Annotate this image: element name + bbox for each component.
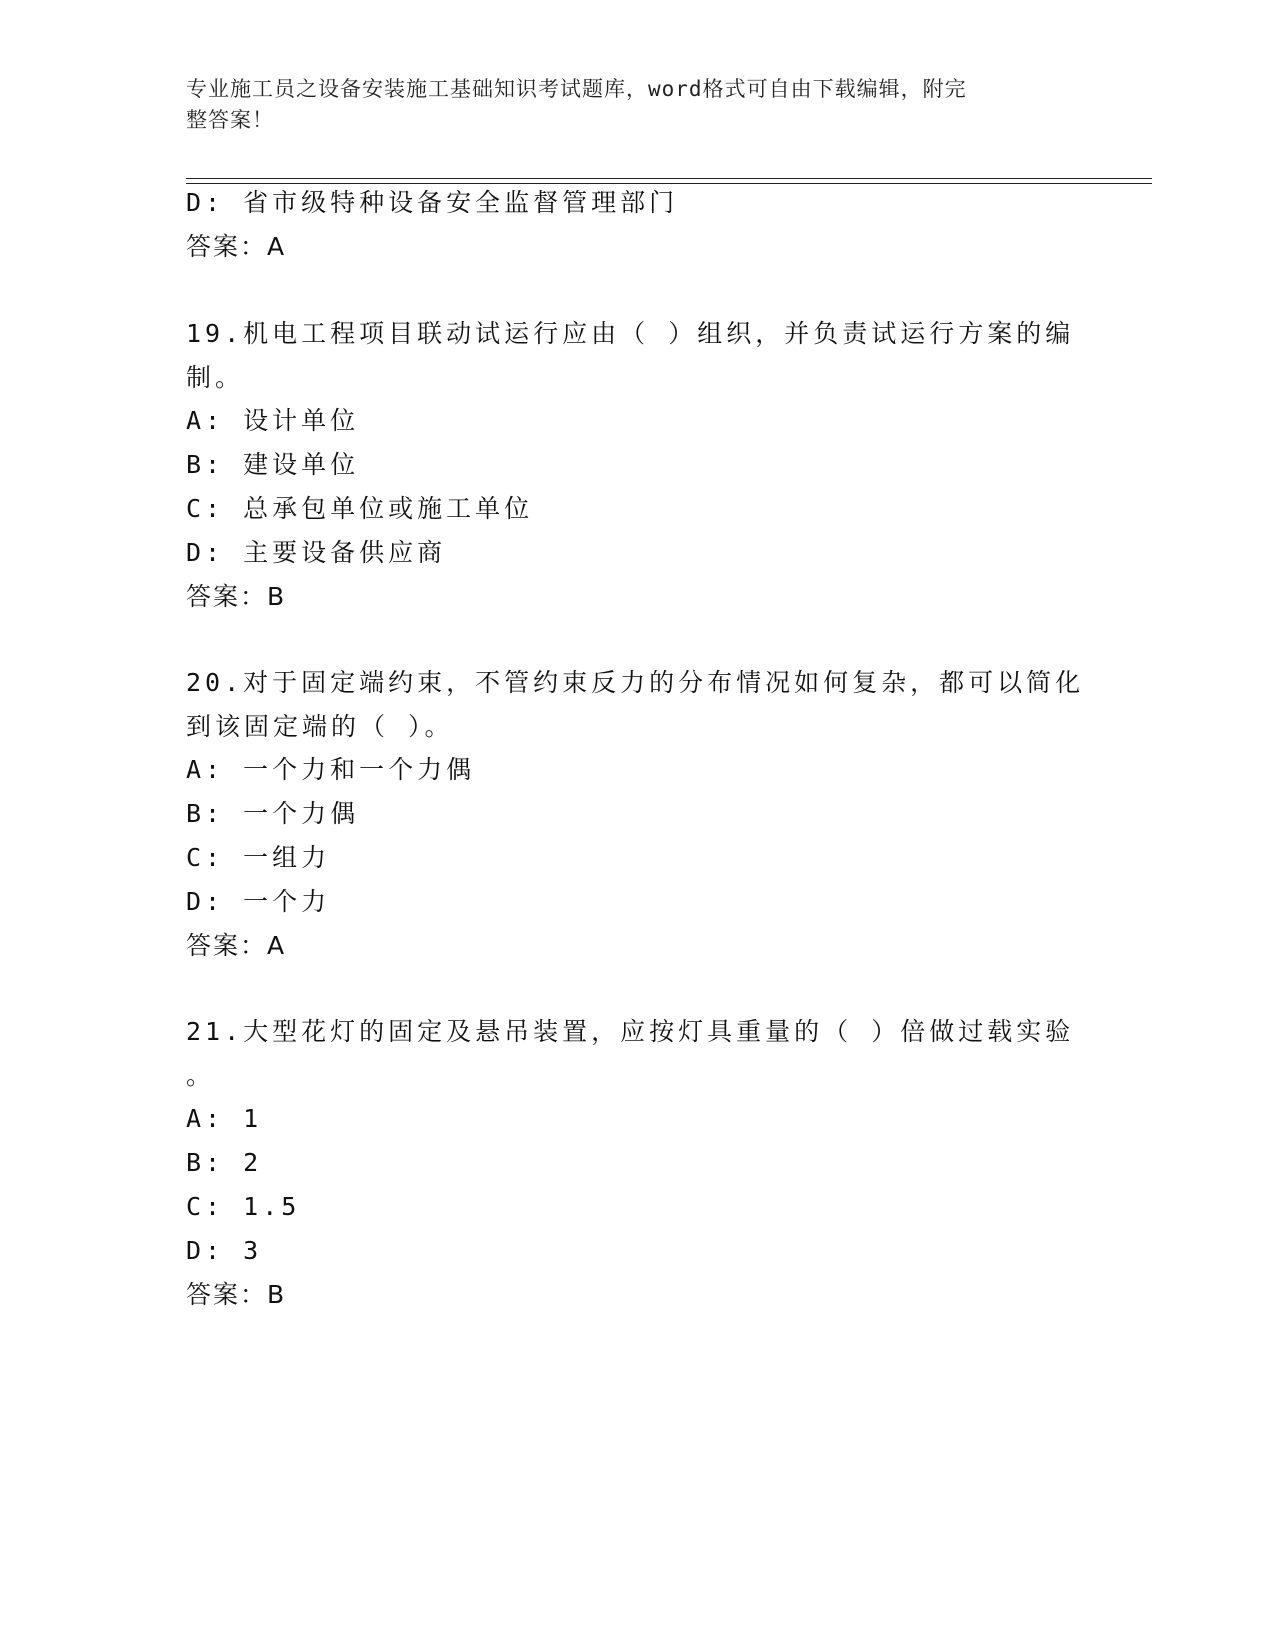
prev-option-d: D: 省市级特种设备安全监督管理部门 [186, 188, 679, 217]
question-21-text-line-2: 。 [186, 1061, 216, 1090]
header-line-2: 整答案！ [186, 108, 274, 132]
header-rule-bottom [186, 183, 1152, 184]
question-19-option-d: D: 主要设备供应商 [186, 538, 447, 567]
header-rule-top [186, 178, 1152, 179]
question-19-option-b: B: 建设单位 [186, 450, 360, 479]
question-20-option-c: C: 一组力 [186, 843, 331, 872]
question-20-answer: 答案：A [186, 931, 287, 960]
question-21-option-c: C: 1.5 [186, 1192, 301, 1221]
header-line-1: 专业施工员之设备安装施工基础知识考试题库，word格式可自由下载编辑，附完 [186, 77, 967, 101]
question-20-option-b: B: 一个力偶 [186, 799, 360, 828]
question-19-answer: 答案：B [186, 582, 287, 611]
question-21-answer: 答案：B [186, 1280, 287, 1309]
question-20-option-d: D: 一个力 [186, 887, 331, 916]
question-19-option-a: A: 设计单位 [186, 406, 360, 435]
question-21-option-d: D: 3 [186, 1236, 263, 1265]
question-20-option-a: A: 一个力和一个力偶 [186, 755, 476, 784]
question-19-text-line-2: 制。 [186, 363, 245, 392]
question-19-text-line-1: 19.机电工程项目联动试运行应由（ ）组织，并负责试运行方案的编 [186, 319, 1075, 348]
question-21-option-b: B: 2 [186, 1148, 263, 1177]
prev-answer: 答案：A [186, 232, 287, 261]
question-21-text-line-1: 21.大型花灯的固定及悬吊装置，应按灯具重量的（ ）倍做过载实验 [186, 1017, 1075, 1046]
document-header [186, 74, 1066, 136]
question-19-option-c: C: 总承包单位或施工单位 [186, 494, 534, 523]
question-21-option-a: A: 1 [186, 1104, 263, 1133]
question-20-text-line-1: 20.对于固定端约束，不管约束反力的分布情况如何复杂，都可以简化 [186, 668, 1085, 697]
question-20-text-line-2: 到该固定端的（ ）。 [186, 712, 454, 741]
